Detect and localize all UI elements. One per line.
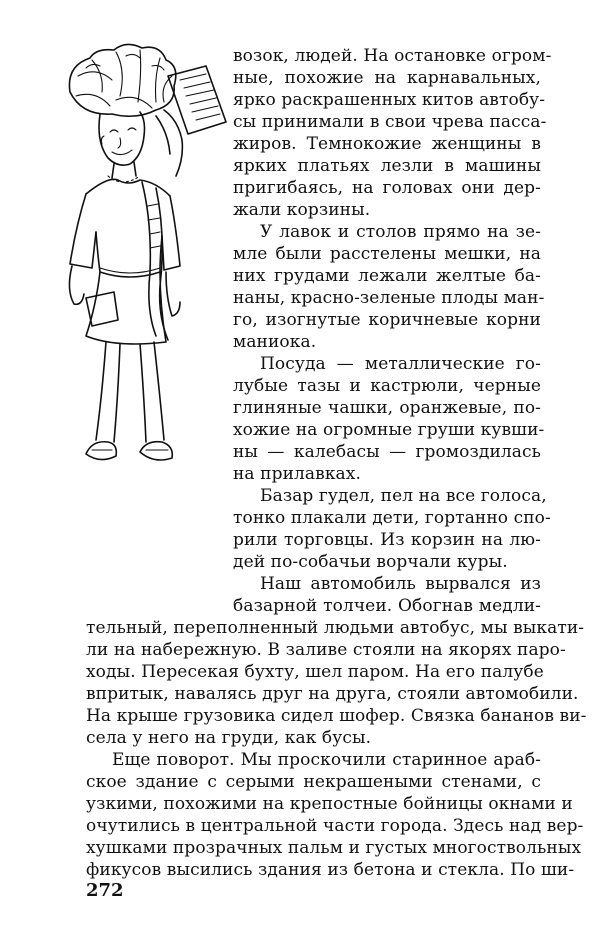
text-line-11: них грудами лежали желтые ба- [233,266,541,286]
text-line-16: лубые тазы и кастрюли, черные [233,376,541,396]
banana-bunch [69,44,175,116]
text-line-36: очутились в центральной части города. Здесь над вер- [86,816,584,836]
text-line-8: жали корзины. [233,200,371,220]
text-line-19: ны — калебасы — громоздилась [233,442,541,462]
text-line-18: хожие на огромные груши кувши- [233,420,545,440]
text-line-13: го, изогнутые коричневые корни [233,310,541,330]
text-line-22: тонко плакали дети, гортанно спо- [233,508,551,528]
text-line-31: На крыше грузовика сидел шофер. Связка бананов ви- [86,706,587,726]
text-line-25: Наш автомобиль вырвался из [260,574,541,594]
text-line-12: наны, красно-зеленые плоды ман- [233,288,545,308]
text-line-37: хушками прозрачных пальм и густых многоствольных [86,838,582,858]
text-line-6: ярких платьях лезли в машины [233,156,541,176]
text-line-14: маниока. [233,332,317,352]
text-line-34: ское здание с серыми некрашеными стенами, с [86,772,541,792]
text-line-15: Посуда — металлические го- [260,354,541,374]
dress [69,179,180,344]
text-line-9: У лавок и столов прямо на зе- [260,222,541,242]
text-line-21: Базар гудел, пел на все голоса, [260,486,547,506]
text-line-5: жиров. Темнокожие женщины в [233,134,541,154]
text-line-26: базарной толчеи. Обогнав медли- [233,596,541,616]
text-line-1: возок, людей. На остановке огром- [233,46,552,66]
woman-carrying-bananas-illustration [56,36,232,484]
text-line-7: пригибаясь, на головах они дер- [233,178,541,198]
text-line-24: дей по-собачьи ворчали куры. [233,552,508,572]
text-line-10: мле были расстелены мешки, на [233,244,541,264]
text-line-27: тельный, переполненный людьми автобус, мы выкати- [86,618,585,638]
text-line-32: села у него на груди, как бусы. [86,728,372,748]
text-line-35: узкими, похожими на крепостные бойницы окнами и [86,794,573,814]
text-line-23: рили торговцы. Из корзин на лю- [233,530,541,550]
head [99,112,145,182]
text-line-38: фикусов высились здания из бетона и стекла. По ши- [86,860,575,880]
illustration-drawing [56,36,232,484]
text-line-2: ные, похожие на карнавальных, [233,68,541,88]
text-line-3: ярко раскрашенных китов автобу- [233,90,546,110]
legs [86,342,172,460]
text-line-17: глиняные чашки, оранжевые, по- [233,398,541,418]
text-line-28: ли на набережную. В заливе стояли на якорях паро- [86,640,566,660]
text-line-20: на прилавках. [233,464,361,484]
text-line-4: сы принимали в свои чрева пасса- [233,112,547,132]
text-line-33: Еще поворот. Мы проскочили старинное араб- [112,750,541,770]
text-line-30: впритык, навалясь друг на друга, стояли автомобили. [86,684,579,704]
text-line-29: ходы. Пересекая бухту, шел паром. На его палубе [86,662,544,682]
page-number: 272 [86,880,124,901]
